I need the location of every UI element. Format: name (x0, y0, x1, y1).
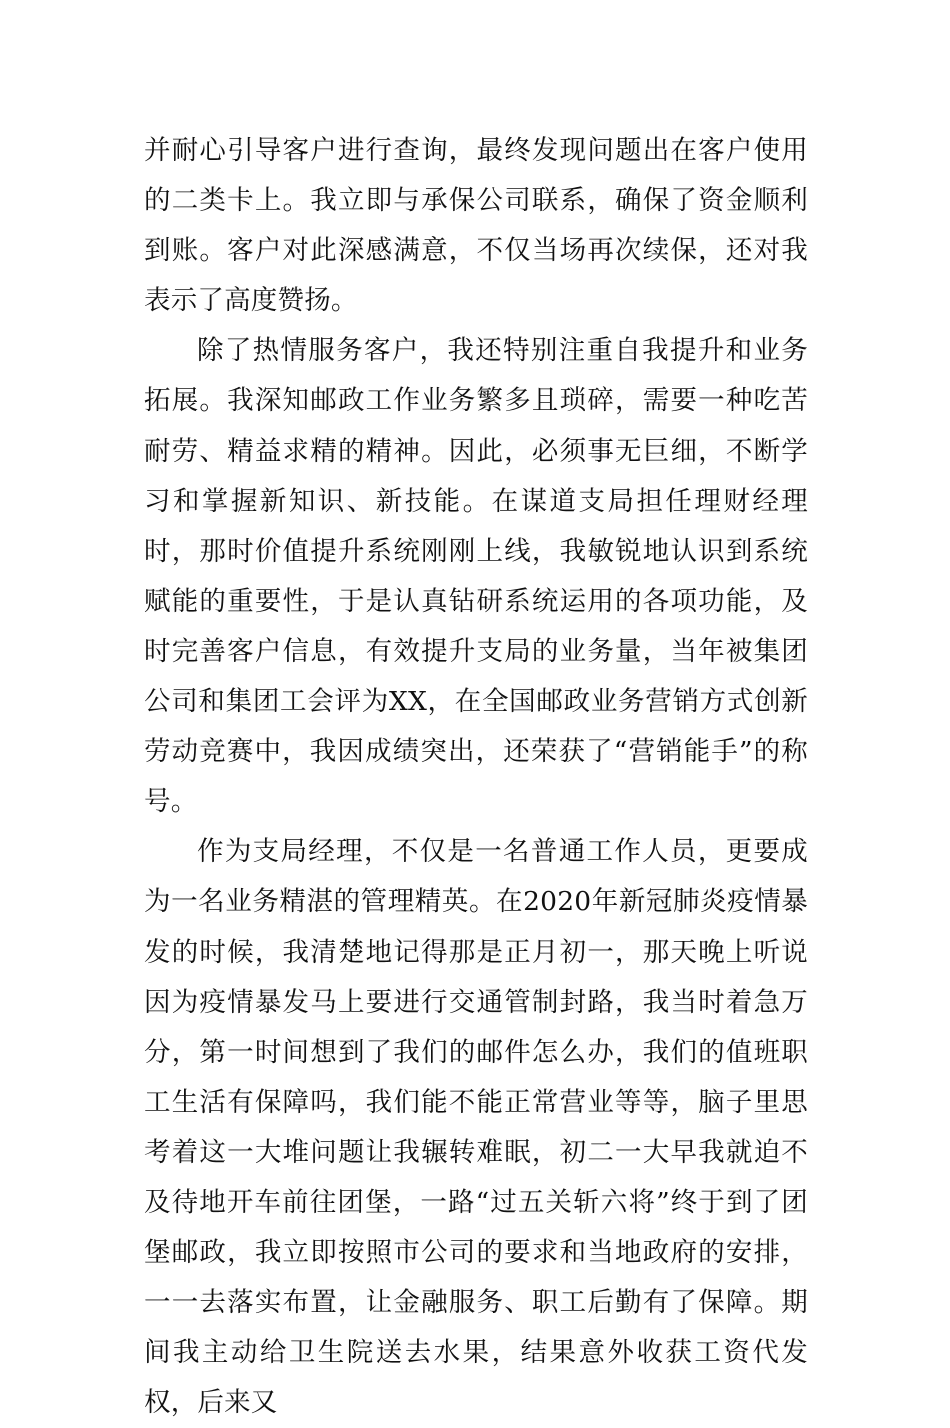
paragraph-2: 除了热情服务客户，我还特别注重自我提升和业务拓展。我深知邮政工作业务繁多且琐碎，需要一种吃苦耐劳、精益求精的精神。因此，必须事无巨细，不断学习和掌握新知识、新技能。在谋道支局担任理财经理时，那时价值提升系统刚刚上线，我敏锐地认识到系统赋能的重要性，于是认真钻研系统运用的各项功能，及时完善客户信息，有效提升支局的业务量，当年被集团公司和集团工会评为XX，在全国邮政业务营销方式创新劳动竞赛中，我因成绩突出，还荣获了“营销能手”的称号。 (144, 335, 808, 818)
paragraph-3: 作为支局经理，不仅是一名普通工作人员，更要成为一名业务精湛的管理精英。在2020年新冠肺炎疫情暴发的时候，我清楚地记得那是正月初一，那天晚上听说因为疫情暴发马上要进行交通管制封路，我当时着急万分，第一时间想到了我们的邮件怎么办，我们的值班职工生活有保障吗，我们能不能正常营业等等，脑子里思考着这一大堆问题让我辗转难眠，初二一大早我就迫不及待地开车前往团堡，一路“过五关斩六将”终于到了团堡邮政，我立即按照市公司的要求和当地政府的安排，一一去落实布置，让金融服务、职工后勤有了保障。期间我主动给卫生院送去水果，结果意外收获工资代发权，后来又 (144, 836, 808, 1419)
document-page (144, 126, 808, 1428)
paragraph-1: 并耐心引导客户进行查询，最终发现问题出在客户使用的二类卡上。我立即与承保公司联系，确保了资金顺利到账。客户对此深感满意，不仅当场再次续保，还对我表示了高度赞扬。 (144, 135, 808, 317)
